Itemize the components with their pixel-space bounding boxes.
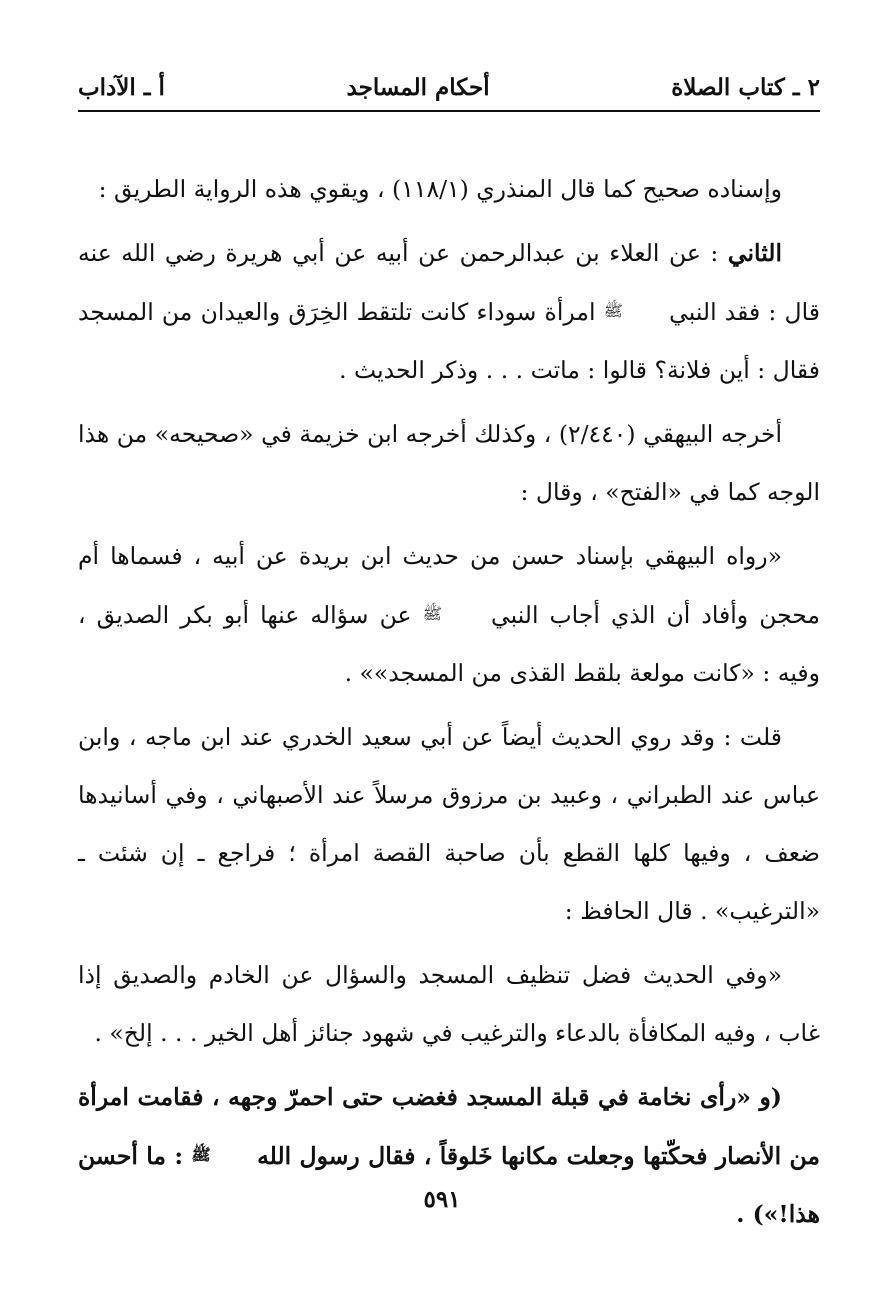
- paragraph-isnad: [78, 160, 820, 218]
- running-header: [78, 70, 820, 104]
- header-section: أحكام المساجد: [346, 73, 490, 101]
- paragraph-text: «رواه البيهقي بإسناد حسن من حديث ابن بريدة عن أبيه ، فسماها أم محجن وأفاد أن الذي أجاب النبي: [78, 542, 821, 629]
- salla-symbol: ﷺ: [422, 604, 442, 623]
- paragraph-quote-hafiz: [78, 946, 820, 1062]
- header-rule: [78, 110, 820, 112]
- body-text: [78, 160, 820, 1249]
- paragraph-text: أخرجه البيهقي (٢/٤٤٠) ، وكذلك أخرجه ابن خزيمة في «صحيحه» من هذا الوجه كما في «الفتح» ، وقال :: [78, 420, 820, 506]
- header-chapter: ٢ ـ كتاب الصلاة: [671, 73, 820, 101]
- paragraph-text: وإسناده صحيح كما قال المنذري (١١٨/١) ، ويقوي هذه الرواية الطريق :: [98, 175, 782, 203]
- paragraph-text: (و «رأى نخامة في قبلة المسجد فغضب حتى احمرّ وجهه ، فقامت امرأة من الأنصار فحكّتها وجعلت مكانها خَلوقاً ، فقال رسول الله: [78, 1083, 820, 1170]
- header-subsection: أ ـ الآداب: [78, 73, 165, 101]
- paragraph-quote-bayhaqi: [78, 527, 820, 702]
- paragraph-text: عن سؤاله عنها أبو بكر الصديق ، وفيه : «كانت مولعة بلقط القذى من المسجد»» .: [78, 601, 820, 687]
- paragraph-text: : عن العلاء بن عبدالرحمن عن أبيه عن أبي هريرة رضي الله عنه قال : فقد النبي: [78, 239, 820, 326]
- paragraph-second-route: [78, 224, 820, 399]
- salla-symbol: ﷺ: [603, 301, 623, 320]
- paragraph-lead-word: الثاني: [727, 239, 782, 267]
- paragraph-author-note: [78, 708, 820, 940]
- paragraph-text: قلت : وقد روي الحديث أيضاً عن أبي سعيد الخدري عند ابن ماجه ، وابن عباس عند الطبراني ، وعبيد بن مرزوق مرسلاً عند الأصبهاني ، وفي أسانيدها ضعف ، وفيها كلها القطع بأن صاحبة القصة امرأة ؛ فراجع ـ إن شئت ـ «الترغيب» . قال الحافظ :: [78, 723, 820, 925]
- page-number: ٥٩١: [423, 1186, 461, 1213]
- paragraph-text: امرأة سوداء كانت تلتقط الخِرَق والعيدان من المسجد فقال : أين فلانة؟ قالوا : ماتت . . . وذكر الحديث .: [78, 298, 820, 384]
- salla-symbol: ﷺ: [191, 1145, 211, 1164]
- paragraph-text: : ما أحسن هذا!») .: [78, 1142, 820, 1228]
- paragraph-takhrij: [78, 405, 820, 521]
- paragraph-hadith: [78, 1068, 820, 1243]
- paragraph-text: «وفي الحديث فضل تنظيف المسجد والسؤال عن الخادم والصديق إذا غاب ، وفيه المكافأة بالدعاء والترغيب في شهود جنائز أهل الخير . . . إلخ» .: [78, 961, 820, 1047]
